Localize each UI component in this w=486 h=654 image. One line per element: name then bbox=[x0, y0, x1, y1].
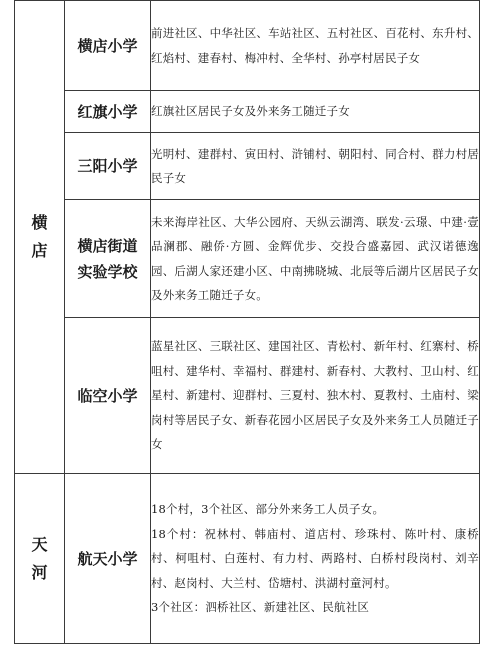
catchment-cell bbox=[151, 200, 480, 318]
table-row bbox=[15, 133, 480, 200]
school-zone-table bbox=[14, 0, 480, 644]
school-name: 三阳小学 bbox=[77, 157, 138, 175]
district-name: 横 bbox=[31, 213, 48, 232]
table-row bbox=[15, 318, 480, 474]
table-row bbox=[15, 1, 480, 91]
school-cell bbox=[65, 133, 151, 200]
catchment-text: 红旗社区居民子女及外来务工随迁子女 bbox=[151, 104, 350, 119]
school-name: 临空小学 bbox=[77, 386, 138, 405]
district-name: 店 bbox=[31, 241, 48, 260]
school-cell bbox=[65, 200, 151, 318]
catchment-text: 前进社区、中华社区、车站社区、五村社区、百花村、东升村、红焰村、建春村、梅冲村、全华村、孙亭村居民子女 bbox=[151, 26, 479, 65]
district-name: 天 bbox=[31, 534, 48, 554]
school-cell bbox=[65, 91, 151, 133]
catchment-text: 蓝星社区、三联社区、建国社区、青松村、新年村、红寨村、桥咀村、建华村、幸福村、群建村、新春村、大教村、卫山村、红星村、新建村、迎群村、三夏村、独木村、夏教村、土庙村、梁岗村等居民子女、新春花园小区居民子女及外来务工人员随迁子女 bbox=[151, 339, 479, 452]
catchment-text: 光明村、建群村、寅田村、浒铺村、朝阳村、同合村、群力村居民子女 bbox=[151, 146, 479, 185]
catchment-cell bbox=[151, 1, 480, 91]
district-cell-tianhe bbox=[15, 474, 65, 644]
school-name: 横店小学 bbox=[77, 36, 138, 55]
catchment-text: 未来海岸社区、大华公园府、天纵云湖湾、联发·云璟、中建·壹品澜郡、融侨·方圆、金辉优步、交投合盛嘉园、武汉诺德逸园、后湖人家还建小区、中南拂晓城、北辰等后湖片区居民子女及外来务工随迁子女。 bbox=[151, 214, 479, 302]
school-name: 航天小学 bbox=[77, 549, 138, 568]
school-cell bbox=[65, 1, 151, 91]
catchment-cell bbox=[151, 318, 480, 474]
catchment-cell bbox=[151, 133, 480, 200]
catchment-villages: 18个村：祝林村、韩庙村、道店村、珍珠村、陈叶村、康桥村、柯咀村、白莲村、有力村、两路村、白桥村段岗村、刘辛村、赵岗村、大兰村、岱塘村、洪湖村童河村。 bbox=[151, 526, 479, 590]
table-row bbox=[15, 474, 480, 644]
school-name: 红旗小学 bbox=[77, 102, 138, 121]
catchment-communities: 3个社区：泗桥社区、新建社区、民航社区 bbox=[151, 600, 370, 615]
district-name: 河 bbox=[31, 562, 48, 582]
catchment-cell bbox=[151, 474, 480, 644]
school-cell bbox=[65, 474, 151, 644]
school-name: 实验学校 bbox=[77, 262, 138, 281]
catchment-cell bbox=[151, 91, 480, 133]
table-row bbox=[15, 200, 480, 318]
district-cell-hengdian bbox=[15, 1, 65, 474]
catchment-summary: 18个村，3个社区、部分外来务工人员子女。 bbox=[151, 502, 385, 517]
table-row bbox=[15, 91, 480, 133]
school-cell bbox=[65, 318, 151, 474]
school-name: 横店街道 bbox=[77, 236, 138, 255]
